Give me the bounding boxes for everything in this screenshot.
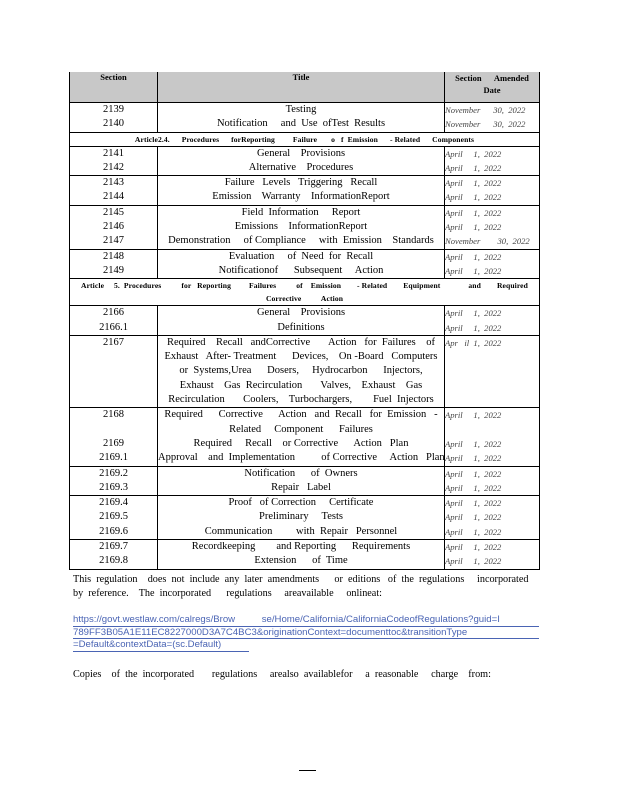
section-title-line: Required Recall andCorrective Action for Failures of bbox=[167, 336, 435, 348]
section-number: 2145 bbox=[103, 206, 124, 218]
section-number: 2169.6 bbox=[99, 525, 128, 537]
section-title-cell bbox=[158, 249, 445, 279]
amended-date: April 1, 2022 bbox=[445, 438, 502, 449]
section-title: General Provisions bbox=[256, 147, 346, 159]
amended-date: April 1, 2022 bbox=[445, 512, 502, 523]
amended-date-cell bbox=[445, 103, 540, 133]
section-title: Proof of Correction Certificate bbox=[228, 497, 374, 509]
section-title-line: Related Component Failures bbox=[229, 423, 373, 435]
spacer bbox=[70, 350, 157, 364]
section-number-cell bbox=[70, 146, 158, 176]
amended-date-cell bbox=[445, 306, 540, 336]
amended-date: April 1, 2022 bbox=[445, 453, 502, 464]
table-header-row bbox=[70, 72, 540, 103]
header-amended-line2: Date bbox=[483, 85, 501, 95]
section-group-row bbox=[70, 249, 540, 279]
spacer bbox=[445, 379, 539, 393]
page-number-rule bbox=[299, 770, 316, 771]
amended-date: April 1, 2022 bbox=[445, 178, 502, 189]
incorporation-paragraph bbox=[73, 573, 543, 602]
header-title: Title bbox=[158, 72, 445, 103]
section-number: 2142 bbox=[103, 161, 124, 173]
amended-date: Apr il 1, 2022 bbox=[445, 337, 502, 348]
article-heading-line: Corrective Action bbox=[265, 294, 344, 304]
section-title: Definitions bbox=[277, 321, 325, 333]
section-number-cell bbox=[70, 335, 158, 407]
section-title-cell bbox=[158, 540, 445, 570]
section-title: Notificationof Subsequent Action bbox=[218, 264, 384, 276]
amended-date: April 1, 2022 bbox=[445, 251, 502, 262]
section-number: 2139 bbox=[103, 104, 124, 115]
section-title: Demonstration of Compliance with Emission Standards bbox=[168, 235, 434, 247]
section-title-line: Exhaust After- Treatment Devices, On -Board Computers bbox=[164, 351, 438, 363]
section-number: 2143 bbox=[103, 177, 124, 189]
amended-date: April 1, 2022 bbox=[445, 542, 502, 553]
section-group-row bbox=[70, 103, 540, 133]
spacer bbox=[70, 423, 157, 437]
header-amended-line1: Section Amended bbox=[455, 73, 529, 83]
section-title: Notification of Owners bbox=[244, 467, 358, 479]
paragraph-line: Copies of the incorporated regulations arealso availablefor a reasonable charge from: bbox=[73, 669, 491, 680]
section-title: Repair Label bbox=[271, 481, 331, 493]
section-title-line: Required Corrective Action and Recall for Emission - bbox=[164, 409, 438, 421]
amended-date-cell bbox=[445, 176, 540, 206]
section-number: 2167 bbox=[103, 336, 124, 348]
amended-date: April 1, 2022 bbox=[445, 148, 502, 159]
section-number-cell bbox=[70, 496, 158, 540]
header-section: Section bbox=[70, 72, 158, 103]
section-number: 2168 bbox=[103, 409, 124, 421]
section-title: Failure Levels Triggering Recall bbox=[224, 177, 378, 189]
section-number: 2169.3 bbox=[99, 481, 128, 493]
amended-date: April 1, 2022 bbox=[445, 308, 502, 319]
section-group-row bbox=[70, 496, 540, 540]
section-title: Approval and Implementation of Corrective Action Plan bbox=[158, 452, 445, 464]
section-title: Recordkeeping and Reporting Requirements bbox=[191, 541, 411, 553]
section-title-line: Exhaust Gas Recirculation Valves, Exhaust Gas bbox=[179, 379, 423, 391]
amended-date: April 1, 2022 bbox=[445, 207, 502, 218]
section-number: 2169.8 bbox=[99, 555, 128, 567]
section-title: Required Recall or Corrective Action Plan bbox=[193, 437, 409, 449]
section-number: 2169.2 bbox=[99, 467, 128, 479]
article-heading-row bbox=[70, 279, 540, 306]
section-group-row bbox=[70, 408, 540, 466]
regulations-table bbox=[69, 72, 540, 570]
section-number: 2169.7 bbox=[99, 541, 128, 553]
link-line[interactable]: https://govt.westlaw.com/calregs/Brow se/Home/California/CaliforniaCodeofRegulations?guid=I bbox=[73, 614, 539, 627]
amended-date: April 1, 2022 bbox=[445, 222, 502, 233]
section-number-cell bbox=[70, 176, 158, 206]
section-number: 2149 bbox=[103, 264, 124, 276]
section-number: 2141 bbox=[103, 147, 124, 159]
paragraph-line: by reference. The incorporated regulations areavailable onlineat: bbox=[73, 588, 382, 600]
amended-date: April 1, 2022 bbox=[445, 162, 502, 173]
header-amended-date bbox=[445, 72, 540, 103]
amended-date: April 1, 2022 bbox=[445, 322, 502, 333]
link-line[interactable]: =Default&contextData=(sc.Default) bbox=[73, 639, 249, 652]
section-title-cell bbox=[158, 176, 445, 206]
section-title: Notification and Use ofTest Results bbox=[216, 118, 386, 130]
article-heading bbox=[70, 132, 540, 146]
copies-paragraph bbox=[73, 668, 543, 682]
article-heading-line: Article 5. Procedures for Reporting Failures of Emission - Related Equipment and Required bbox=[81, 281, 528, 291]
section-number: 2169 bbox=[103, 437, 124, 449]
section-title: Evaluation of Need for Recall bbox=[228, 250, 374, 262]
section-number: 2166 bbox=[103, 307, 124, 319]
section-group-row bbox=[70, 146, 540, 176]
section-title: Emissions InformationReport bbox=[234, 221, 368, 233]
section-title-cell bbox=[158, 103, 445, 133]
section-title-cell bbox=[158, 335, 445, 407]
section-group-row bbox=[70, 306, 540, 336]
amended-date-cell bbox=[445, 335, 540, 407]
amended-date-cell bbox=[445, 205, 540, 249]
paragraph-line: This regulation does not include any later amendments or editions of the regulations incorporated bbox=[73, 574, 529, 585]
section-title: Preliminary Tests bbox=[259, 511, 343, 523]
article-heading-row bbox=[70, 132, 540, 146]
section-number-cell bbox=[70, 103, 158, 133]
amended-date: April 1, 2022 bbox=[445, 482, 502, 493]
section-number: 2166.1 bbox=[99, 321, 128, 333]
section-number-cell bbox=[70, 466, 158, 496]
amended-date: November 30, 2022 bbox=[445, 236, 530, 247]
section-number-cell bbox=[70, 205, 158, 249]
section-title: Testing bbox=[285, 104, 317, 115]
westlaw-link[interactable] bbox=[73, 614, 543, 652]
section-title-cell bbox=[158, 306, 445, 336]
section-title-cell bbox=[158, 466, 445, 496]
amended-date: November 30, 2022 bbox=[445, 119, 526, 130]
amended-date: April 1, 2022 bbox=[445, 556, 502, 567]
section-title: Extension of Time bbox=[254, 555, 348, 567]
section-title: Communication with Repair Personnel bbox=[204, 525, 398, 537]
spacer bbox=[445, 393, 539, 407]
section-group-row bbox=[70, 335, 540, 407]
section-number: 2146 bbox=[103, 221, 124, 233]
amended-date-cell bbox=[445, 496, 540, 540]
amended-date-cell bbox=[445, 146, 540, 176]
amended-date-cell bbox=[445, 466, 540, 496]
spacer bbox=[70, 364, 157, 378]
section-title: Field Information Report bbox=[241, 206, 361, 218]
amended-date-cell bbox=[445, 249, 540, 279]
section-group-row bbox=[70, 176, 540, 206]
section-title-line: Recirculation Coolers, Turbochargers, Fuel Injectors bbox=[168, 394, 434, 406]
section-number: 2140 bbox=[103, 118, 124, 130]
section-group-row bbox=[70, 466, 540, 496]
spacer bbox=[70, 379, 157, 393]
amended-date: April 1, 2022 bbox=[445, 526, 502, 537]
amended-date-cell bbox=[445, 408, 540, 466]
amended-date: April 1, 2022 bbox=[445, 192, 502, 203]
section-title-line: or Systems,Urea Dosers, Hydrocarbon Injectors, bbox=[179, 365, 423, 377]
article-heading-line: Article2.4. Procedures forReporting Failure o f Emission - Related Components bbox=[134, 134, 475, 144]
amended-date-cell bbox=[445, 540, 540, 570]
section-title: Alternative Procedures bbox=[248, 161, 354, 173]
amended-date: April 1, 2022 bbox=[445, 498, 502, 509]
amended-date: April 1, 2022 bbox=[445, 265, 502, 276]
section-title: General Provisions bbox=[256, 307, 346, 319]
spacer bbox=[445, 364, 539, 378]
section-number-cell bbox=[70, 249, 158, 279]
article-heading bbox=[70, 279, 540, 306]
section-number: 2169.1 bbox=[99, 452, 128, 464]
section-number: 2169.5 bbox=[99, 511, 128, 523]
amended-date: November 30, 2022 bbox=[445, 105, 526, 115]
section-number: 2147 bbox=[103, 235, 124, 247]
link-line[interactable]: 789FF3B05A1E11EC8227000D3A7C4BC3&originationContext=documenttoc&transitionType bbox=[73, 627, 539, 640]
section-number: 2148 bbox=[103, 250, 124, 262]
spacer bbox=[445, 350, 539, 364]
section-title-cell bbox=[158, 146, 445, 176]
spacer bbox=[70, 393, 157, 407]
amended-date: April 1, 2022 bbox=[445, 410, 502, 421]
section-number-cell bbox=[70, 408, 158, 466]
section-group-row bbox=[70, 540, 540, 570]
section-number: 2144 bbox=[103, 191, 124, 203]
section-title-cell bbox=[158, 205, 445, 249]
section-number: 2169.4 bbox=[99, 497, 128, 509]
section-number-cell bbox=[70, 306, 158, 336]
section-title: Emission Warranty InformationReport bbox=[212, 191, 390, 203]
amended-date: April 1, 2022 bbox=[445, 468, 502, 479]
section-title-cell bbox=[158, 408, 445, 466]
section-group-row bbox=[70, 205, 540, 249]
section-title-cell bbox=[158, 496, 445, 540]
section-number-cell bbox=[70, 540, 158, 570]
spacer bbox=[445, 423, 539, 437]
